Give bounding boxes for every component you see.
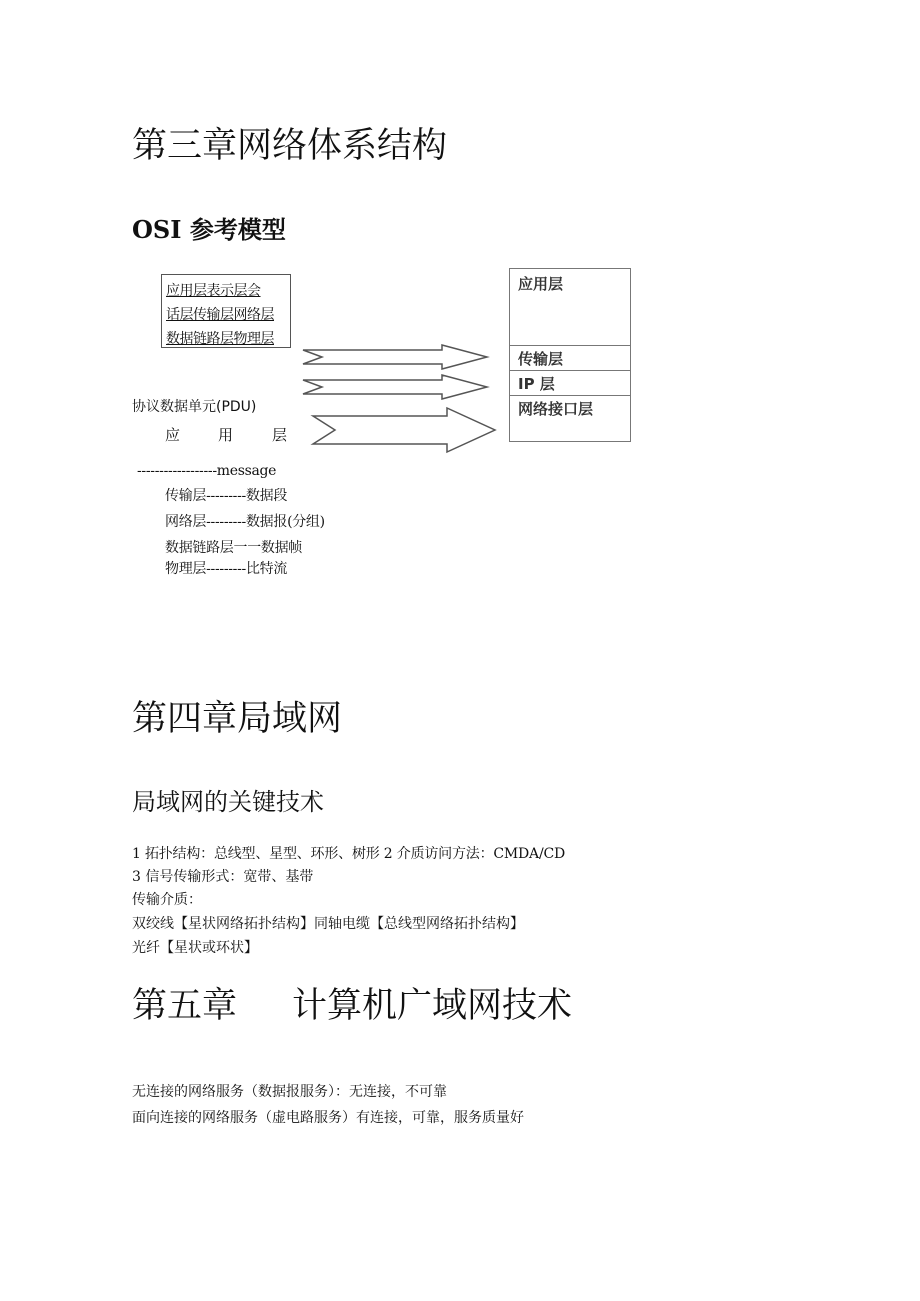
pdu-heading: 协议数据单元(PDU)	[132, 399, 257, 415]
osi-heading: OSI 参考模型	[132, 215, 286, 244]
pdu-row: 数据链路层一一数据帧	[165, 540, 302, 556]
arrow-lower	[313, 408, 495, 452]
osi-box-line: 数据链路层物理层	[166, 331, 274, 347]
pdu-row: 网络层---------数据报(分组)	[165, 514, 325, 530]
osi-box-line: 话层传输层网络层	[166, 307, 274, 323]
arrow-middle	[303, 375, 487, 399]
tcpip-layer-application	[510, 269, 630, 346]
topology-line: 1 拓扑结构：总线型、星型、环形、树形 2 介质访问方法：CMDA/CD	[132, 846, 565, 862]
chapter5-title-text: 计算机广域网技术	[292, 986, 573, 1026]
tcpip-layer-label: 应用层	[518, 275, 564, 293]
tcpip-layer-label: 传输层	[518, 350, 564, 368]
mapping-arrows	[0, 0, 920, 500]
media-heading: 传输介质：	[132, 892, 202, 908]
arrow-upper	[303, 345, 487, 369]
chapter4-subtitle: 局域网的关键技术	[132, 788, 324, 816]
tcpip-layer-ip	[510, 370, 630, 396]
signal-line: 3 信号传输形式：宽带、基带	[132, 869, 314, 885]
pdu-app-char: 应	[165, 426, 181, 444]
tcpip-layers-box	[509, 268, 631, 442]
media-line: 光纤【星状或环状】	[132, 940, 258, 956]
tcpip-layer-label: IP 层	[518, 375, 555, 393]
pdu-app-char: 层	[272, 426, 288, 444]
tcpip-layer-transport	[510, 345, 630, 371]
osi-box-line: 应用层表示层会	[166, 283, 261, 299]
pdu-row: 物理层---------比特流	[165, 561, 288, 577]
chapter4-title: 第四章局域网	[132, 699, 343, 739]
pdu-message: ------------------message	[137, 463, 277, 479]
connectionless-line: 无连接的网络服务（数据报服务）：无连接，不可靠	[132, 1084, 447, 1100]
pdu-app-char: 用	[218, 426, 234, 444]
media-line: 双绞线【星状网络拓扑结构】同轴电缆【总线型网络拓扑结构】	[132, 916, 524, 932]
connection-oriented-line: 面向连接的网络服务（虚电路服务）有连接，可靠，服务质量好	[132, 1110, 524, 1126]
tcpip-layer-network-interface	[510, 395, 630, 441]
chapter5-title-number: 第五章	[132, 986, 238, 1026]
chapter3-title: 第三章网络体系结构	[132, 126, 448, 166]
pdu-row: 传输层---------数据段	[165, 488, 288, 504]
tcpip-layer-label: 网络接口层	[518, 400, 594, 418]
